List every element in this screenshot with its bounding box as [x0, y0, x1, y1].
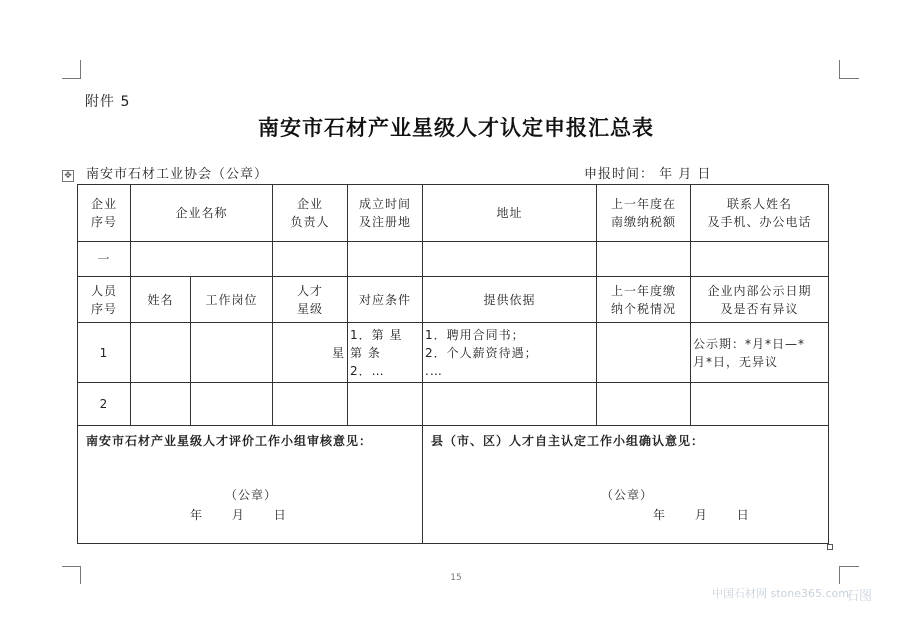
col-header-person-seq: 人员 序号	[78, 277, 131, 323]
table-cell[interactable]	[131, 383, 191, 426]
table-cell[interactable]	[348, 242, 423, 277]
col-header-address: 地址	[423, 185, 597, 242]
table-cell[interactable]	[597, 242, 691, 277]
seal-label: （公章）	[225, 488, 278, 502]
confirm-opinion-cell[interactable]	[423, 426, 829, 544]
col-header-name: 姓名	[131, 277, 191, 323]
crop-mark-top-left	[62, 78, 81, 79]
enterprise-seq-cell: 一	[78, 242, 131, 277]
col-header-enterprise-seq: 企业 序号	[78, 185, 131, 242]
confirm-opinion-title: 县（市、区）人才自主认定工作小组确认意见：	[431, 434, 705, 448]
watermark: 中国石材网 stone365.com	[712, 587, 849, 600]
signature-date: 年 月 日	[653, 508, 750, 522]
seal-label: （公章）	[601, 488, 654, 502]
col-header-registration: 成立时间 及注册地	[348, 185, 423, 242]
table-cell[interactable]	[348, 383, 423, 426]
table-cell[interactable]	[131, 242, 273, 277]
summary-table	[77, 184, 829, 544]
table-cell[interactable]	[273, 383, 348, 426]
col-header-star-level: 人才 星级	[273, 277, 348, 323]
col-header-condition: 对应条件	[348, 277, 423, 323]
organization-label: 南安市石材工业协会（公章）	[86, 167, 269, 182]
col-header-post: 工作岗位	[191, 277, 273, 323]
col-header-contact: 联系人姓名 及手机、办公电话	[691, 185, 829, 242]
table-row	[78, 242, 829, 277]
signature-date: 年 月 日	[190, 508, 287, 522]
publicity-cell: 公示期：*月*日—* 月*日，无异议	[691, 323, 829, 383]
review-opinion-cell[interactable]	[78, 426, 423, 544]
review-opinion-title: 南安市石材产业星级人才评价工作小组审核意见：	[86, 434, 373, 448]
person-seq-cell: 1	[78, 323, 131, 383]
crop-mark-top-right	[839, 60, 840, 78]
table-header-row	[78, 277, 829, 323]
table-header-row	[78, 185, 829, 242]
document-title: 南安市石材产业星级人才认定申报汇总表	[258, 116, 654, 140]
crop-mark-bottom-left	[62, 566, 81, 567]
table-cell[interactable]	[423, 242, 597, 277]
table-row	[78, 383, 829, 426]
report-date: 申报时间： 年 月 日	[584, 167, 712, 182]
star-level-cell: 星	[273, 323, 348, 383]
annex-label: 附件 5	[85, 94, 131, 110]
table-resize-handle-icon[interactable]	[827, 544, 833, 550]
table-cell[interactable]	[423, 383, 597, 426]
table-move-handle-icon[interactable]: ✥	[62, 170, 74, 182]
table-cell[interactable]	[191, 383, 273, 426]
table-cell[interactable]	[273, 242, 348, 277]
watermark-logo: 石图	[846, 589, 873, 604]
crop-mark-bottom-right	[839, 566, 859, 567]
col-header-legal-rep: 企业 负责人	[273, 185, 348, 242]
basis-cell: 1．聘用合同书； 2．个人薪资待遇； .…	[423, 323, 597, 383]
page-number: 15	[450, 573, 462, 583]
table-cell[interactable]	[691, 242, 829, 277]
person-seq-cell: 2	[78, 383, 131, 426]
col-header-enterprise-name: 企业名称	[131, 185, 273, 242]
crop-mark-top-left	[80, 60, 81, 78]
col-header-publicity: 企业内部公示日期 及是否有异议	[691, 277, 829, 323]
table-cell[interactable]	[131, 323, 191, 383]
col-header-basis: 提供依据	[423, 277, 597, 323]
table-cell[interactable]	[597, 383, 691, 426]
table-cell[interactable]	[597, 323, 691, 383]
crop-mark-top-right	[839, 78, 859, 79]
condition-cell: 1．第 星 第 条 2．…	[348, 323, 423, 383]
signature-row	[78, 426, 829, 544]
table-cell[interactable]	[191, 323, 273, 383]
col-header-personal-tax: 上一年度缴 纳个税情况	[597, 277, 691, 323]
col-header-tax: 上一年度在 南缴纳税额	[597, 185, 691, 242]
table-row	[78, 323, 829, 383]
table-cell[interactable]	[691, 383, 829, 426]
